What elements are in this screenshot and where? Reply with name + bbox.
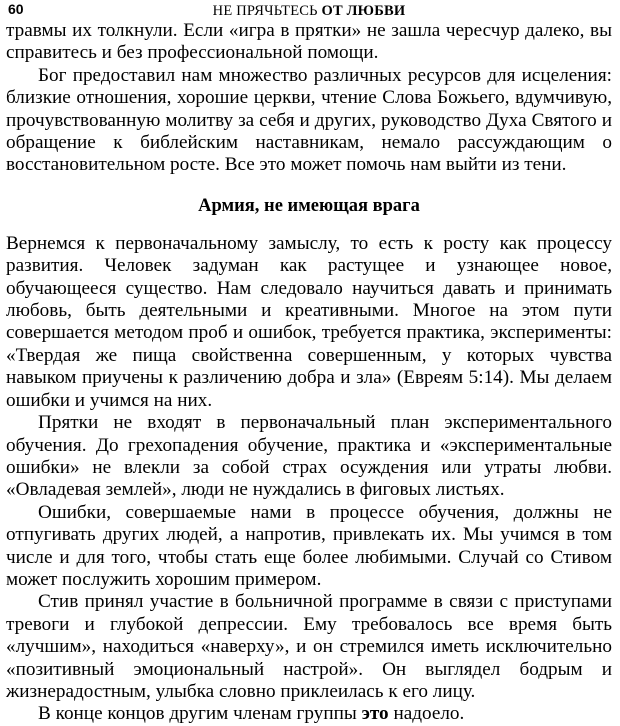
paragraph: Стив принял участие в больничной программе в связи с приступами тревоги и глубокой депрессии. Ему требовалось все время быть «лучшим», находиться «наверху», и он стремился иметь исключительно «позитивный эмоциональный настрой». Он выглядел бодрым и жизнерадостным, улыбка словно приклеилась к его лицу. [6, 591, 612, 702]
emphasized-word: это [361, 703, 389, 725]
body-text-bottom [6, 233, 612, 726]
paragraph: Вернемся к первоначальному замыслу, то есть к росту как процессу развития. Человек задуман как растущее и узнающее новое, обучающееся существо. Нам следовало научиться давать и принимать любовь, быть деятельными и креативными. Многое на этом пути совершается методом проб и ошибок, требуется практика, эксперименты: «Твердая же пища свойственна совершенным, у которых чувства навыком приучены к различению добра и зла» (Евреям 5:14). Мы делаем ошибки и учимся на них. [6, 232, 612, 411]
paragraph: Ошибки, совершаемые нами в процессе обучения, должны не отпугивать других людей, а напротив, привлекать их. Мы учимся в том числе и для того, чтобы стать еще более любимыми. Случай со Стивом может послужить хорошим примером. [6, 501, 612, 590]
page-number: 60 [8, 1, 24, 17]
running-head-title: НЕ ПРЯЧЬТЕСЬ [212, 3, 322, 19]
paragraph-last [6, 703, 612, 725]
body-text-top [6, 20, 612, 177]
page-header [6, 0, 612, 20]
paragraph: травмы их толкнули. Если «игра в прятки» не зашла чересчур далеко, вы справитесь и без профессиональной помощи. [6, 20, 612, 64]
paragraph: Бог предоставил нам множество различных ресурсов для исцеления: близкие отношения, хорошие церкви, чтение Слова Божьего, вдумчивую, прочувствованную молитву за себя и других, руководство Духа Святого и обращение к библейским наставникам, немало рассуждающим о восстановительном росте. Все это может помочь нам выйти из тени. [6, 64, 612, 176]
running-head [6, 2, 612, 20]
running-head-title-bold: ОТ ЛЮБВИ [321, 3, 406, 19]
last-paragraph-end: надоело. [388, 703, 465, 725]
section-heading: Армия, не имеющая врага [198, 195, 420, 216]
last-paragraph-start: В конце концов другим членам группы [38, 703, 362, 725]
paragraph: Прятки не входят в первоначальный план экспериментального обучения. До грехопадения обучение, практика и «экспериментальные ошибки» не влекли за собой страх осуждения или утраты любви. «Овладевая землей», люди не нуждались в фиговых листьях. [6, 412, 612, 501]
